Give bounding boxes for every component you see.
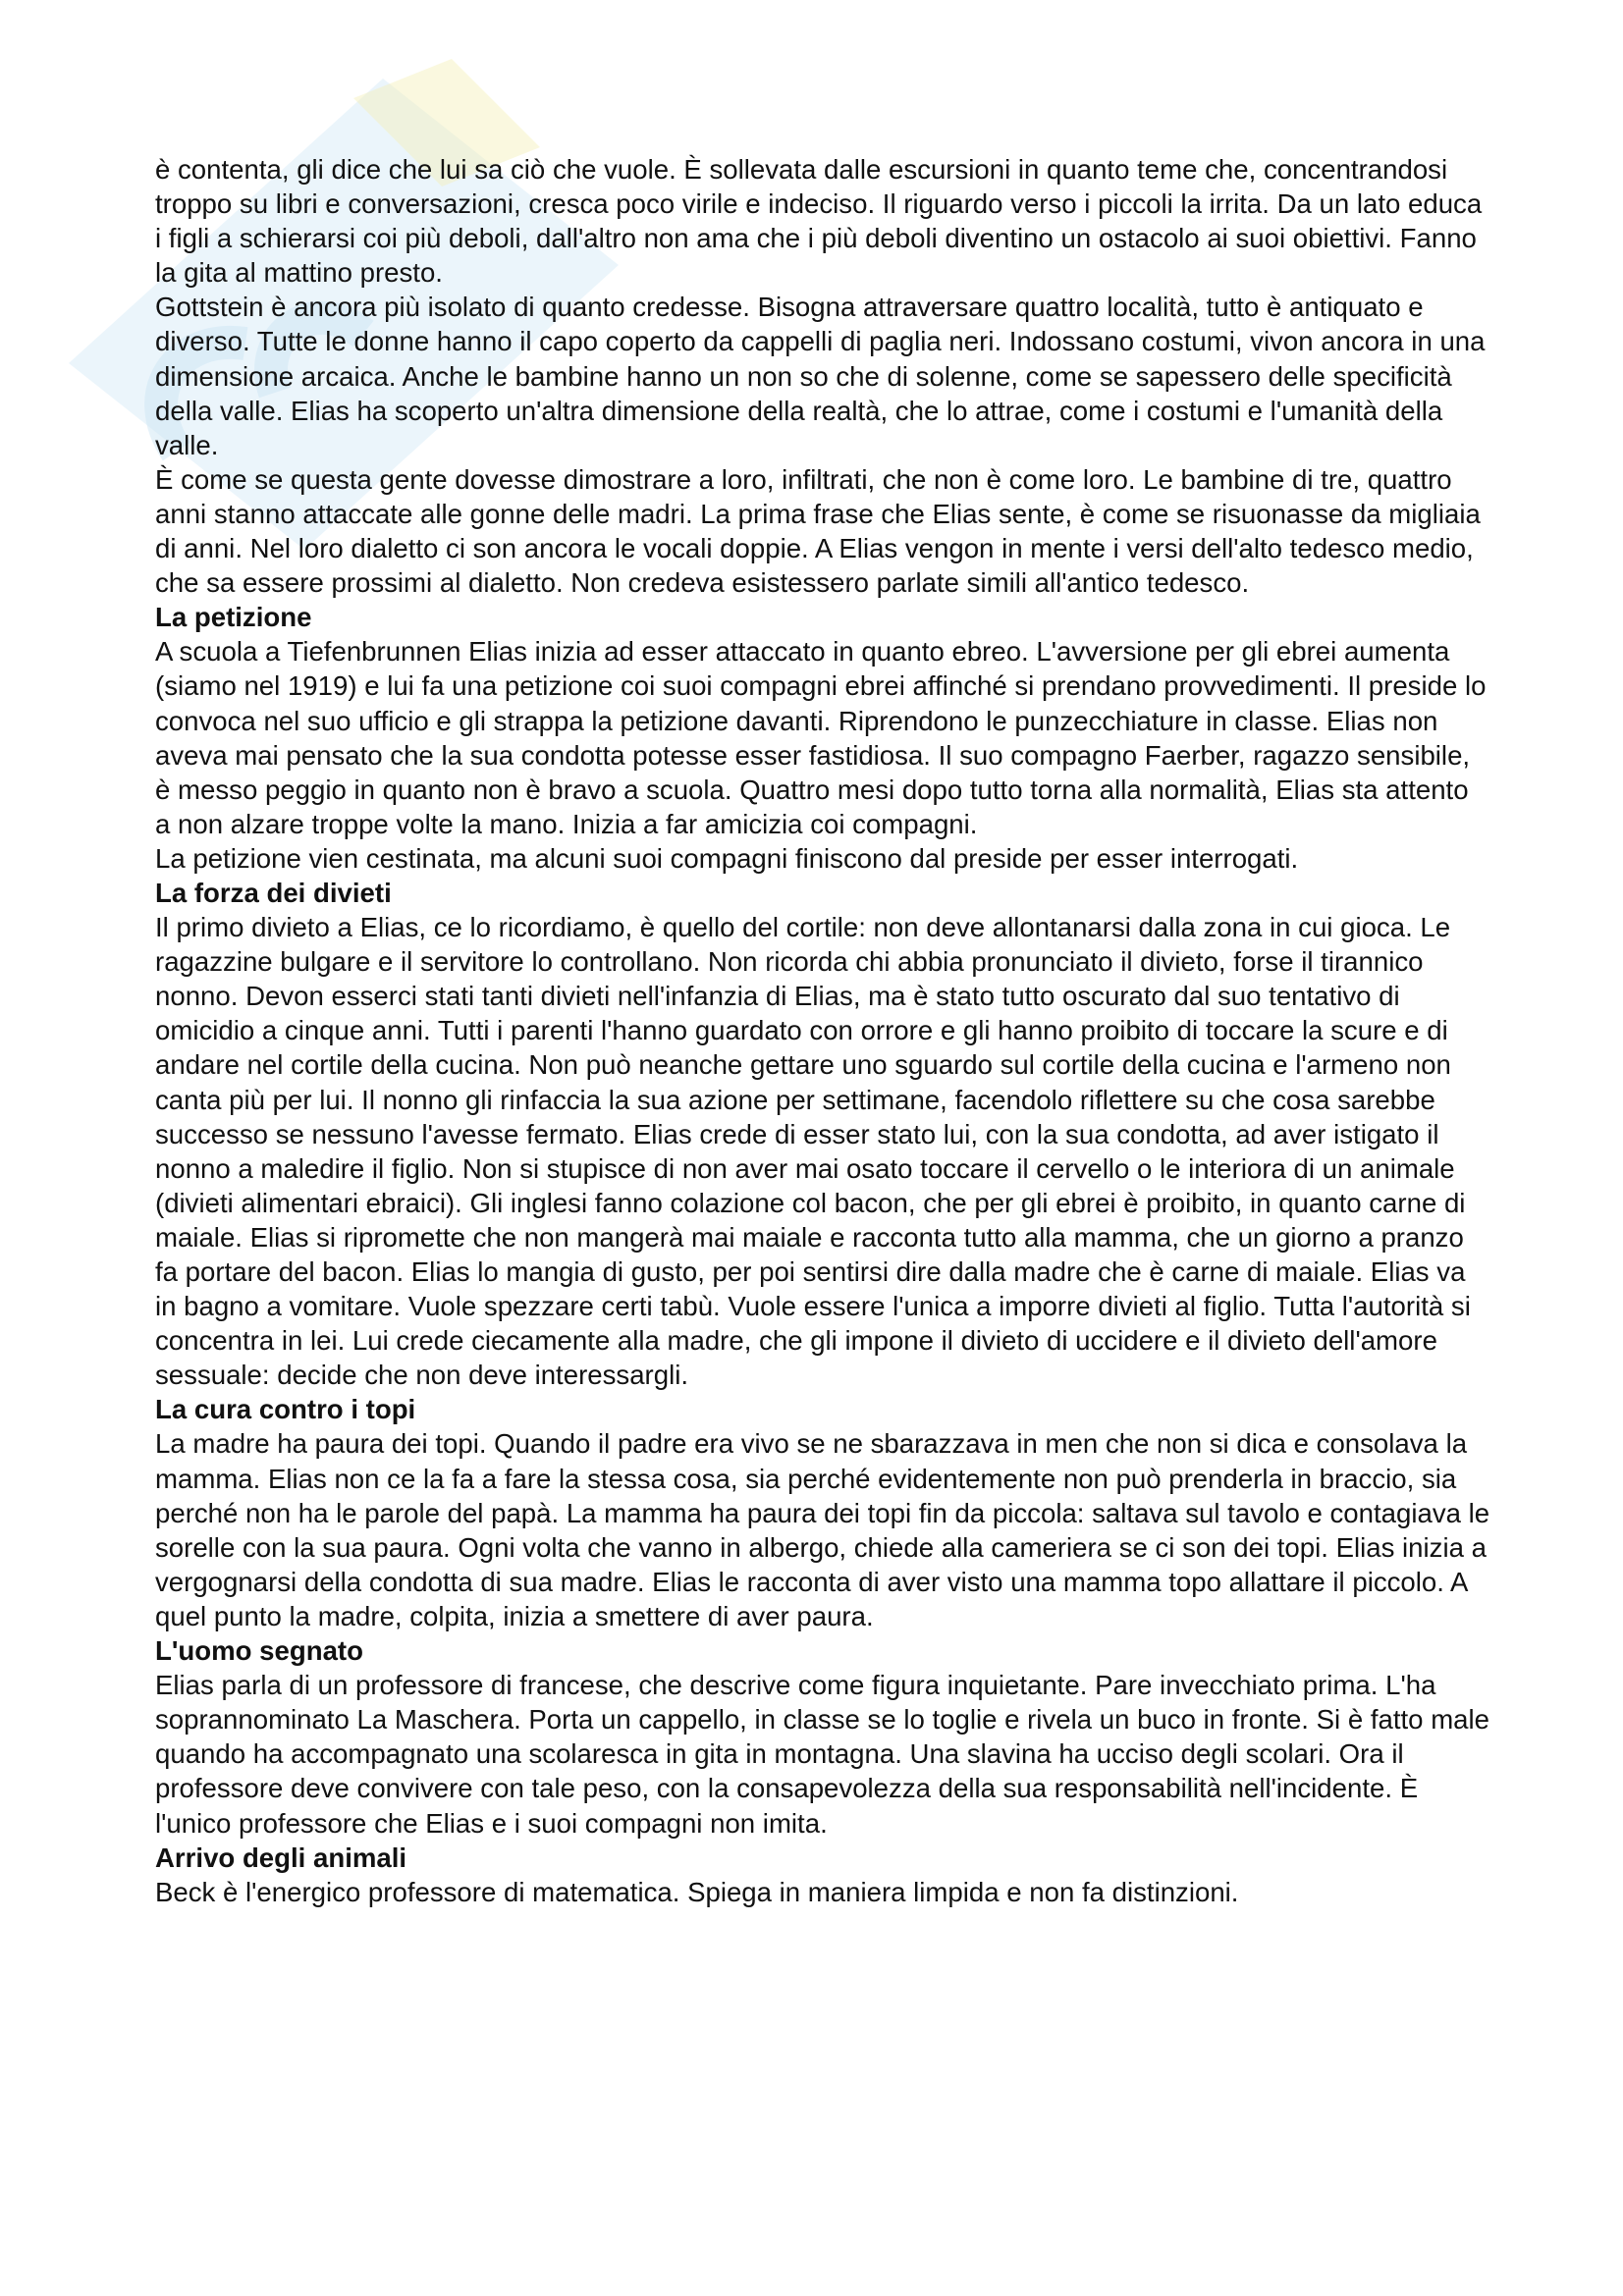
paragraph-petizione-1: A scuola a Tiefenbrunnen Elias inizia ad esser attaccato in quanto ebreo. L'avversione per gli ebrei aumenta (siamo nel 1919) e lui fa una petizione coi suoi compagni ebrei affinché si prendano provvedimenti. Il preside lo convoca nel suo ufficio e gli strappa la petizione davanti. Riprendono le punzecchiature in classe. Elias non aveva mai pensato che la sua condotta potesse esser fastidiosa. Il suo compagno Faerber, ragazzo sensibile, è messo peggio in quanto non è bravo a scuola. Quattro mesi dopo tutto torna alla normalità, Elias sta attento a non alzare troppe volte la mano. Inizia a far amicizia coi compagni. [155,636,1487,839]
paragraph-petizione-2: La petizione vien cestinata, ma alcuni suoi compagni finiscono dal preside per esser interrogati. [155,842,1299,874]
paragraph-animali-1: Beck è l'energico professore di matematica. Spiega in maniera limpida e non fa distinzioni. [155,1876,1239,1907]
section-heading-animali: Arrivo degli animali [155,1842,407,1873]
section-heading-topi: La cura contro i topi [155,1394,416,1425]
paragraph-intro-3: È come se questa gente dovesse dimostrare a loro, infiltrati, che non è come loro. Le bambine di tre, quattro anni stanno attaccate alle gonne delle madri. La prima frase che Elias sente, è come se risuonasse da migliaia di anni. Nel loro dialetto ci son ancora le vocali doppie. A Elias vengon in mente i versi dell'alto tedesco medio, che sa essere prossimi al dialetto. Non credeva esistessero parlate simili all'antico tedesco. [155,463,1481,599]
paragraph-divieti-1: Il primo divieto a Elias, ce lo ricordiamo, è quello del cortile: non deve allontanarsi dalla zona in cui gioca. Le ragazzine bulgare e il servitore lo controllano. Non ricorda chi abbia pronunciato il divieto, forse il tirannico nonno. Devon esserci stati tanti divieti nell'infanzia di Elias, ma è stato tutto oscurato dal suo tentativo di omicidio a cinque anni. Tutti i parenti l'hanno guardato con orrore e gli hanno proibito di toccare la scure e di andare nel cortile della cucina. Non può neanche gettare uno sguardo sul cortile della cucina e l'armeno non canta più per lui. Il nonno gli rinfaccia la sua azione per settimane, facendolo riflettere su che cosa sarebbe successo se nessuno l'avesse fermato. Elias crede di esser stato lui, con la sua condotta, ad aver istigato il nonno a maledire il figlio. Non si stupisce di non aver mai osato toccare il cervello o le interiora di un animale (divieti alimentari ebraici). Gli inglesi fanno colazione col bacon, che per gli ebrei è proibito, in quanto carne di maiale. Elias si ripromette che non mangerà mai maiale e racconta tutto alla mamma, che un giorno a pranzo fa portare del bacon. Elias lo mangia di gusto, per poi sentirsi dire dalla madre che è carne di maiale. Elias va in bagno a vomitare. Vuole spezzare certi tabù. Vuole essere l'unica a imporre divieti al figlio. Tutta l'autorità si concentra in lei. Lui crede ciecamente alla madre, che gli impone il divieto di uccidere e il divieto dell'amore sessuale: decide che non deve interessargli. [155,912,1471,1391]
paragraph-topi-1: La madre ha paura dei topi. Quando il padre era vivo se ne sbarazzava in men che non si dica e consolava la mamma. Elias non ce la fa a fare la stessa cosa, sia perché evidentemente non può prenderla in braccio, sia perché non ha le parole del papà. La mamma ha paura dei topi fin da piccola: saltava sul tavolo e contagiava le sorelle con la sua paura. Ogni volta che vanno in albergo, chiede alla cameriera se ci son dei topi. Elias inizia a vergognarsi della condotta di sua madre. Elias le racconta di aver visto una mamma topo allattare il piccolo. A quel punto la madre, colpita, inizia a smettere di aver paura. [155,1428,1490,1631]
paragraph-intro-1: è contenta, gli dice che lui sa ciò che vuole. È sollevata dalle escursioni in quanto teme che, concentrandosi troppo su libri e conversazioni, cresca poco virile e indeciso. Il riguardo verso i piccoli la irrita. Da un lato educa i figli a schierarsi coi più deboli, dall'altro non ama che i più deboli diventino un ostacolo ai suoi obiettivi. Fanno la gita al mattino presto. [155,154,1483,289]
section-heading-divieti: La forza dei divieti [155,877,392,908]
paragraph-uomo-segnato-1: Elias parla di un professore di francese, che descrive come figura inquietante. Pare invecchiato prima. L'ha soprannominato La Maschera. Porta un cappello, in classe se lo toglie e rivela un buco in fronte. Si è fatto male quando ha accompagnato una scolaresca in gita in montagna. Una slavina ha ucciso degli scolari. Ora il professore deve convivere con tale peso, con la consapevolezza della sua responsabilità nell'incidente. È l'unico professore che Elias e i suoi compagni non imita. [155,1670,1490,1839]
document-page [155,152,1490,1909]
section-heading-petizione: La petizione [155,602,312,633]
section-heading-uomo-segnato: L'uomo segnato [155,1635,363,1667]
paragraph-intro-2: Gottstein è ancora più isolato di quanto credesse. Bisogna attraversare quattro località, tutto è antiquato e diverso. Tutte le donne hanno il capo coperto da cappelli di paglia neri. Indossano costumi, vivon ancora in una dimensione arcaica. Anche le bambine hanno un non so che di solenne, come se sapessero delle specificità della valle. Elias ha scoperto un'altra dimensione della realtà, che lo attrae, come i costumi e l'umanità della valle. [155,292,1486,460]
